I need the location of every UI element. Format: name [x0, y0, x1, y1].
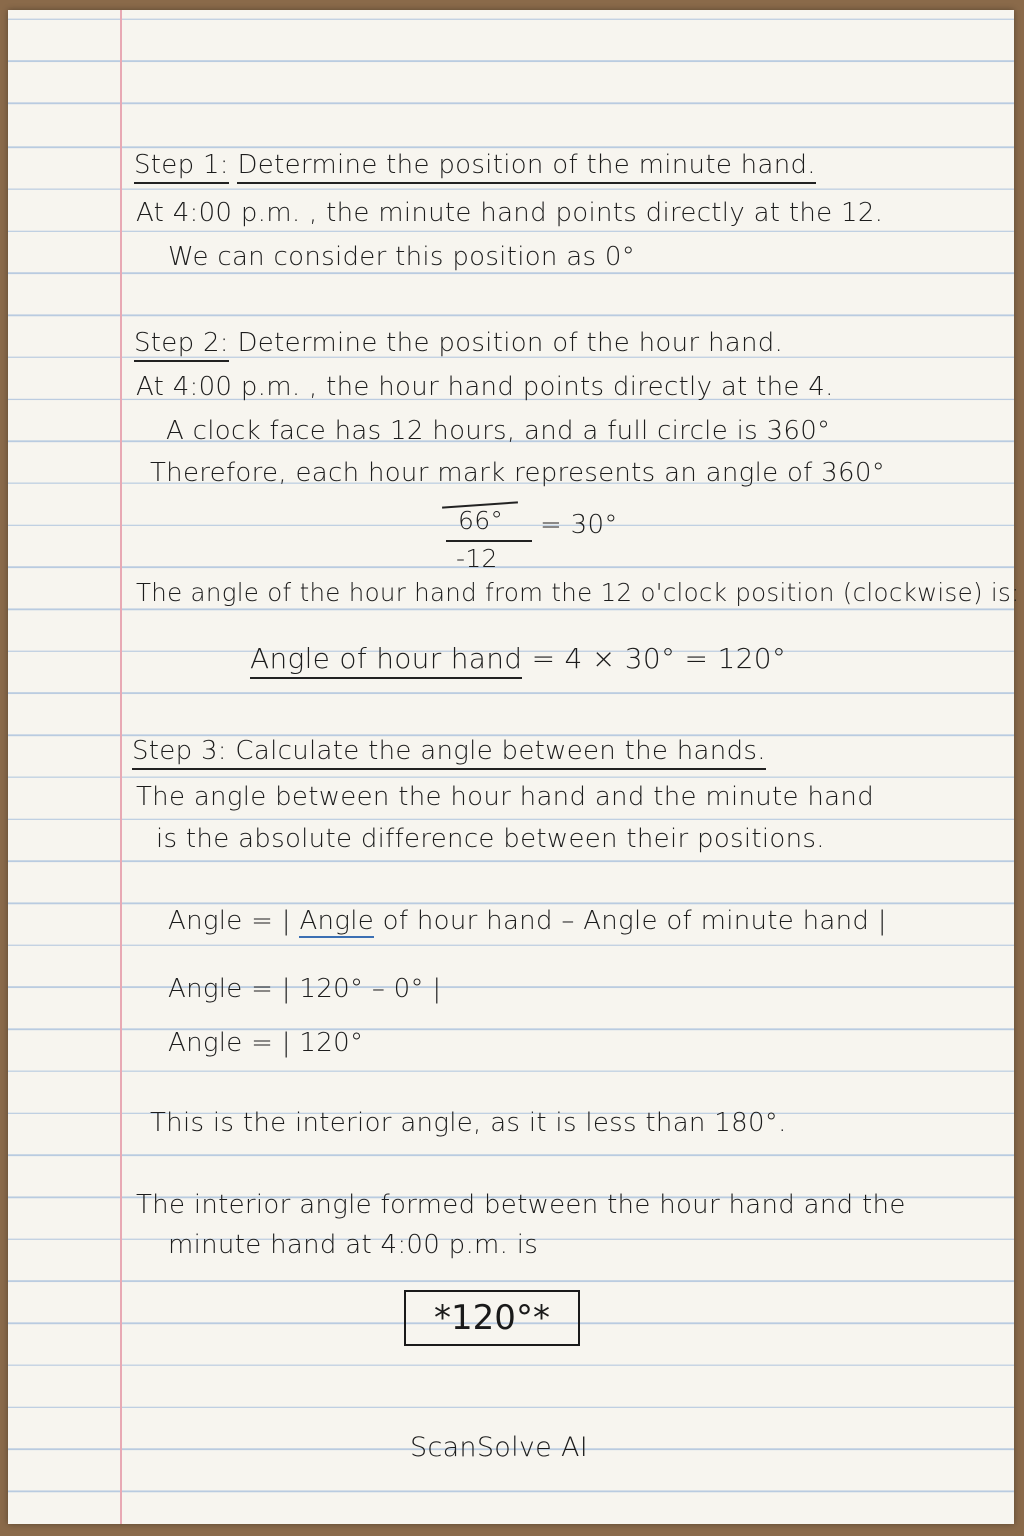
- step2-line1: At 4:00 p.m. , the hour hand points directly at the 4.: [136, 372, 834, 402]
- eq1-underlined: Angle: [299, 906, 375, 936]
- angle-equation-3: Angle = | 120°: [168, 1028, 364, 1058]
- step3-heading-text: Step 3: Calculate the angle between the hands.: [132, 736, 766, 770]
- fraction-numerator: 66°: [458, 506, 504, 535]
- hour-hand-formula: [250, 642, 786, 675]
- conclusion-line1: The interior angle formed between the hour hand and the: [136, 1190, 906, 1220]
- red-margin-line: [120, 10, 122, 1524]
- fraction-denominator: -12: [456, 544, 498, 573]
- fraction-bar: [446, 540, 532, 542]
- step1-line2: We can consider this position as 0°: [168, 242, 636, 272]
- step3-line1: The angle between the hour hand and the minute hand: [136, 782, 874, 812]
- step2-line4: The angle of the hour hand from the 12 o'clock position (clockwise) is:: [136, 578, 1020, 607]
- final-answer: *120°*: [434, 1298, 550, 1338]
- step2-heading: [134, 328, 783, 358]
- step1-line1: At 4:00 p.m. , the minute hand points directly at the 12.: [136, 198, 884, 228]
- step1-heading-text: Determine the position of the minute hand.: [237, 150, 815, 184]
- hour-fraction: [438, 506, 538, 576]
- step2-heading-text: Determine the position of the hour hand.: [237, 328, 784, 358]
- interior-note: This is the interior angle, as it is less than 180°.: [150, 1108, 787, 1138]
- step1-heading: [134, 150, 816, 180]
- conclusion-line2: minute hand at 4:00 p.m. is: [168, 1230, 539, 1260]
- eq1-prefix: Angle = |: [168, 906, 291, 936]
- final-answer-box: [404, 1290, 580, 1346]
- step2-label: Step 2:: [134, 328, 229, 362]
- step1-label: Step 1:: [134, 150, 229, 184]
- eq1-rest: of hour hand – Angle of minute hand |: [382, 906, 887, 936]
- step2-line2: A clock face has 12 hours, and a full circle is 360°: [166, 416, 831, 446]
- angle-equation-1: [168, 906, 887, 936]
- angle-equation-2: Angle = | 120° – 0° |: [168, 974, 442, 1004]
- footer-brand: ScanSolve AI: [410, 1432, 589, 1463]
- step3-heading: [132, 736, 766, 766]
- formula-lhs: Angle of hour hand: [250, 642, 522, 679]
- formula-rhs: = 4 × 30° = 120°: [531, 642, 787, 675]
- step3-line2: is the absolute difference between their positions.: [156, 824, 825, 854]
- step2-line3: Therefore, each hour mark represents an angle of 360°: [150, 458, 886, 488]
- fraction-result: = 30°: [540, 510, 618, 540]
- notebook-paper: [8, 10, 1020, 1524]
